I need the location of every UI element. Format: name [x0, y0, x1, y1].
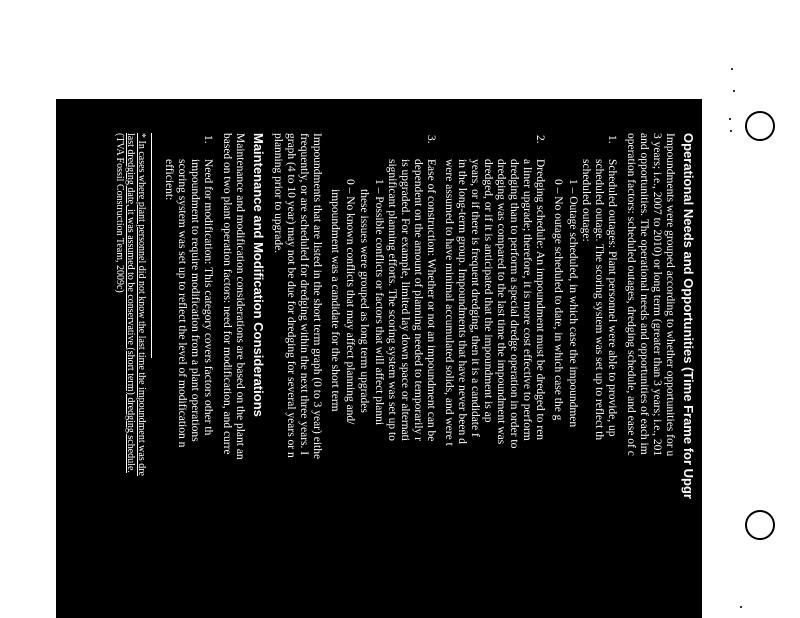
- list-item-need-for-modification: [162, 133, 214, 583]
- text-line: Maintenance and modification considerations are based on the plant an: [234, 133, 246, 460]
- text-line: years, or if there is frequent dredging, then it is a candidate f: [469, 159, 481, 437]
- text-line: impoundment to require modification from a plant operations: [189, 159, 201, 442]
- punch-hole-top: [745, 111, 775, 141]
- footnote-line: * In cases where plant personnel did not know the last time the impoundment was dre: [136, 133, 147, 476]
- text-line: efficient:: [163, 159, 175, 201]
- footnote-rule: [151, 133, 152, 358]
- scanned-page: [56, 99, 702, 618]
- sub-item: 0 – No known conflicts that may affect planning and/: [344, 179, 356, 425]
- timeframe-paragraph: [271, 133, 323, 583]
- text-line: frequently, or are scheduled for dredging within the next three years. I: [298, 133, 310, 456]
- text-line: and opportunities. The operational needs and opportunities of each im: [638, 133, 650, 455]
- item-number: 2.: [534, 135, 546, 144]
- section-heading-operational-needs: Operational Needs and Opportunities (Time Frame for Upgr: [681, 133, 696, 499]
- text-line: in the long-term group. Impoundments that have never been d: [456, 159, 468, 444]
- item-number: 3.: [425, 135, 437, 144]
- text-line: scoring system was set up to reflect the level of modification n: [176, 159, 188, 448]
- rotated-document-body: [66, 133, 702, 583]
- text-line: dependent on the amount of planning needed to temporarily r: [412, 159, 424, 441]
- scan-speck: [729, 118, 731, 120]
- text-line: graph (4 to 10 year) may not be due for dredging for several years or n: [285, 133, 297, 458]
- punch-hole-bottom: [745, 510, 775, 540]
- text-line: Scheduled outages: Plant personnel were able to provide, up: [606, 159, 618, 437]
- text-line: scheduled outage:: [580, 159, 592, 242]
- sub-item: 0 – No outage scheduled to date, in which case the g: [552, 179, 564, 421]
- text-line: is upgraded. For example, limited lay down space or alternati: [399, 159, 411, 441]
- text-line: scheduled outage. The scoring system was set up to reflect th: [593, 159, 605, 441]
- text-line: a liner upgrade; therefore, it is more cost effective to perform: [521, 159, 533, 441]
- scan-speck: [740, 606, 742, 608]
- item-number: 1.: [606, 135, 618, 144]
- text-line: Impoundments that are listed in the short term graph (0 to 3 year) eithe: [311, 133, 323, 460]
- text-line: dredged, or if it is anticipated that the impoundment is ap: [482, 159, 494, 423]
- text-line: planning prior to upgrade.: [272, 133, 284, 254]
- scan-speck: [730, 130, 732, 132]
- footnote: [114, 133, 147, 583]
- scan-speck: [733, 90, 735, 92]
- text-line: dredging than to perform a special dredge operation in order to: [508, 159, 520, 449]
- footnote-source: (TVA Fossil Construction Team, 2009c): [114, 133, 125, 293]
- item-number: 1.: [202, 135, 214, 144]
- sub-item-continuation: these issues were grouped as long term upgrades: [358, 189, 370, 413]
- text-line: 3 years; i.e., 2007 to 2010) or long term (greater than 3 years; i.e., 201: [651, 133, 663, 457]
- text-line: operation factors: scheduled outages, dredging schedule, and ease of c: [625, 133, 637, 456]
- text-line: significant planning efforts. The scoring system was set up to: [386, 159, 398, 441]
- list-item-scheduled-outages: [551, 133, 618, 583]
- text-line: Dredging schedule: An impoundment must be dredged to ren: [534, 159, 546, 441]
- sub-item-continuation: impoundment was a candidate for the short term: [329, 189, 341, 412]
- intro-paragraph: [624, 133, 676, 583]
- maintenance-paragraph: [220, 133, 246, 583]
- text-line: Ease of construction: Whether or not an impoundment can be: [425, 159, 437, 442]
- text-line: Impoundments were grouped according to whether opportunities for u: [664, 133, 676, 457]
- text-line: based on two plant operation factors: need for modification, and curre: [221, 133, 233, 455]
- list-item-dredging-schedule: [442, 133, 546, 583]
- sub-item: 1 – Possible conflicts or factors that will affect planni: [373, 179, 385, 426]
- text-line: Need for modification: This category covers factors other th: [202, 159, 214, 436]
- list-item-ease-of-construction: [328, 133, 437, 583]
- text-line: dredging was compared to the last time the impoundment was: [495, 159, 507, 445]
- sub-item: 1 – Outage scheduled, in which case the impoundmen: [567, 179, 579, 428]
- footnote-line: last dredging date, it was assumed to be conservative (short term) dredging schedule.: [125, 133, 136, 473]
- scan-speck: [731, 68, 733, 70]
- section-heading-maintenance: Maintenance and Modification Considerations: [251, 133, 266, 417]
- text-line: were assumed to have minimal accumulated solids, and were t: [443, 159, 455, 446]
